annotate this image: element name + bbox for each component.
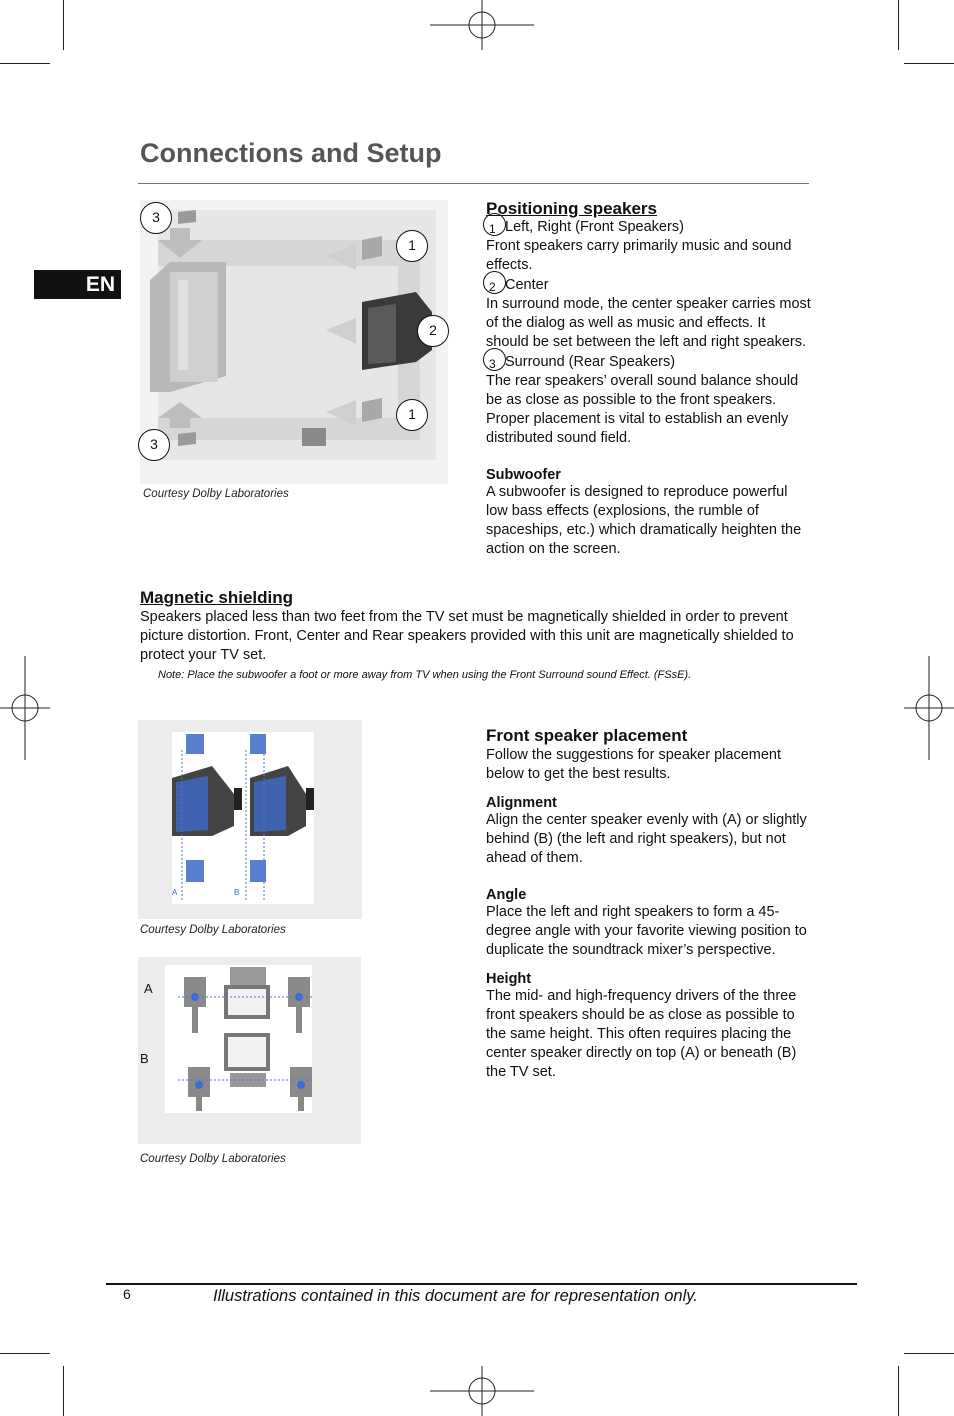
height-heading: Height <box>486 971 532 987</box>
magnetic-heading: Magnetic shielding <box>140 588 294 607</box>
callout-1-front-top: 1 <box>396 230 428 262</box>
front-placement-section <box>486 726 811 1082</box>
footer-rule <box>106 1283 857 1285</box>
angle-body: Place the left and right speakers to form a 45-degree angle with your favorite viewing position to duplicate the soundtrack mixer’s perspective. <box>486 904 807 958</box>
subwoofer-body: A subwoofer is designed to reproduce powerful low bass effects (explosions, the rumble of spaceships, etc.) which dramatically heighten the action on the screen. <box>486 484 802 557</box>
height-diagram <box>138 957 361 1144</box>
magnetic-body: Speakers placed less than two feet from the TV set must be magnetically shielded in order to prevent picture distortion. Front, Center and Rear speakers provided with this unit are magnetically shielded to protect your TV set. <box>140 609 794 663</box>
language-badge: EN <box>34 270 121 299</box>
list-item: 3 Surround (Rear Speakers) <box>486 352 811 372</box>
figure3-caption: Courtesy Dolby Laboratories <box>140 1153 286 1165</box>
page-number: 6 <box>123 1286 131 1302</box>
number-circle: 2 <box>486 275 504 289</box>
label-b: B <box>234 888 240 897</box>
alignment-heading: Alignment <box>486 795 557 811</box>
item-body: In surround mode, the center speaker carries most of the dialog as well as music and effects. It should be set between the left and right speakers. <box>486 296 811 350</box>
page-title: Connections and Setup <box>140 138 442 168</box>
height-body: The mid- and high-frequency drivers of the three front speakers should be as close as possible to the same height. This often requires placing the center speaker directly on top (A) or beneath (B) the TV set. <box>486 988 797 1080</box>
alignment-diagram <box>138 720 362 919</box>
number-circle: 1 <box>486 217 504 231</box>
callout-1-front-bottom: 1 <box>396 399 428 431</box>
callout-2-center: 2 <box>417 315 449 347</box>
figure2-caption: Courtesy Dolby Laboratories <box>140 924 286 936</box>
item-body: The rear speakers’ overall sound balance should be as close as possible to the front speakers. Proper placement is vital to establish an evenly distributed sound field. <box>486 373 799 446</box>
registration-mark-left <box>0 656 50 760</box>
alignment-body: Align the center speaker evenly with (A) or slightly behind (B) (the left and right speakers), but not ahead of them. <box>486 812 807 866</box>
magnetic-section <box>140 588 812 681</box>
label-b: B <box>140 1051 149 1066</box>
angle-heading: Angle <box>486 887 527 903</box>
callout-3-rear-top: 3 <box>140 202 172 234</box>
subwoofer-heading: Subwoofer <box>486 467 561 483</box>
front-placement-heading: Front speaker placement <box>486 726 688 745</box>
front-placement-intro: Follow the suggestions for speaker placement below to get the best results. <box>486 747 781 782</box>
magnetic-note: Note: Place the subwoofer a foot or more away from TV when using the Front Surround sound Effect. (FSsE). <box>158 669 692 681</box>
label-a: A <box>172 888 178 897</box>
list-item: 2 Center <box>486 275 811 295</box>
figure1-caption: Courtesy Dolby Laboratories <box>143 488 289 500</box>
item-body: Front speakers carry primarily music and sound effects. <box>486 238 792 273</box>
callout-3-rear-bottom: 3 <box>138 429 170 461</box>
registration-mark-bottom <box>430 1366 534 1416</box>
registration-mark-top <box>430 0 534 50</box>
number-circle: 3 <box>486 352 504 366</box>
registration-mark-right <box>904 656 954 760</box>
footer-note: Illustrations contained in this document are for representation only. <box>213 1287 698 1305</box>
title-rule <box>138 183 809 184</box>
positioning-section <box>486 199 811 559</box>
positioning-heading: Positioning speakers <box>486 199 657 218</box>
list-item: 1 Left, Right (Front Speakers) <box>486 217 811 237</box>
label-a: A <box>144 981 153 996</box>
